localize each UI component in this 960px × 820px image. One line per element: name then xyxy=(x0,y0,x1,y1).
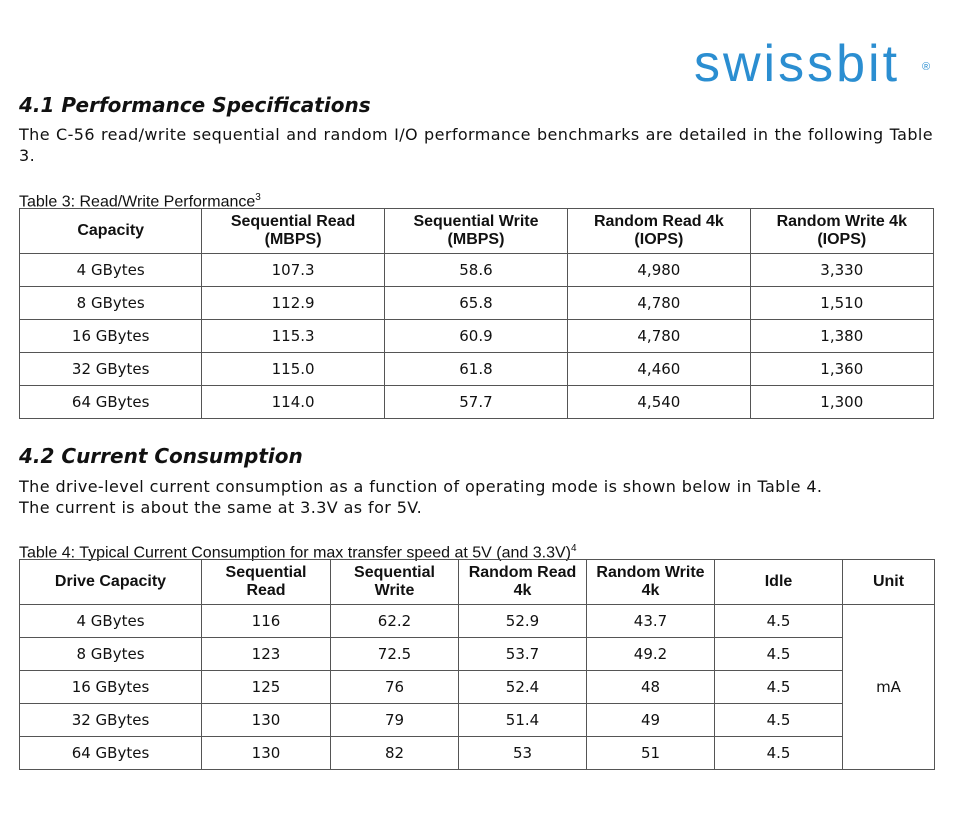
t3-cell: 3,330 xyxy=(750,254,933,287)
table-row xyxy=(20,605,935,638)
table4-footnote: 4 xyxy=(570,543,577,554)
t4-cell: 4.5 xyxy=(715,737,843,770)
t3-cell: 112.9 xyxy=(202,287,384,320)
table-row xyxy=(20,353,934,386)
t3-header-1-line-0: Sequential Read xyxy=(230,213,356,230)
t3-header-2 xyxy=(384,209,567,254)
t4-cell: 82 xyxy=(331,737,459,770)
t4-header-1-line-1: Read xyxy=(246,582,286,599)
t4-cell: 79 xyxy=(331,704,459,737)
t3-cell: 1,510 xyxy=(750,287,933,320)
t4-cell: 4.5 xyxy=(715,605,843,638)
t3-cell: 57.7 xyxy=(384,386,567,419)
t3-header-3-line-1: (IOPS) xyxy=(634,231,684,248)
t4-cell: 130 xyxy=(202,704,331,737)
unit-cell: mA xyxy=(843,605,935,770)
t4-cell: 4 GBytes xyxy=(20,605,202,638)
t3-cell: 107.3 xyxy=(202,254,384,287)
t3-header-1 xyxy=(202,209,384,254)
t4-cell: 72.5 xyxy=(331,638,459,671)
t4-cell: 116 xyxy=(202,605,331,638)
table-row xyxy=(20,737,935,770)
table-row xyxy=(20,320,934,353)
current-table xyxy=(19,559,935,770)
t3-header-2-line-0: Sequential Write xyxy=(413,213,539,230)
t3-header-3 xyxy=(568,209,750,254)
t3-cell: 1,360 xyxy=(750,353,933,386)
t4-cell: 123 xyxy=(202,638,331,671)
t4-header-3-line-1: 4k xyxy=(513,582,532,599)
t4-cell: 8 GBytes xyxy=(20,638,202,671)
t4-cell: 64 GBytes xyxy=(20,737,202,770)
t4-cell: 4.5 xyxy=(715,704,843,737)
t3-header-0-line-0: Capacity xyxy=(77,222,145,239)
t4-cell: 49 xyxy=(587,704,715,737)
t3-cell: 1,380 xyxy=(750,320,933,353)
t4-header-6 xyxy=(843,560,935,605)
section-heading-performance: 4.1 Performance Specifications xyxy=(19,93,371,117)
t4-header-4-line-0: Random Write xyxy=(596,564,705,581)
t3-cell: 1,300 xyxy=(750,386,933,419)
t4-header-3-line-0: Random Read xyxy=(468,564,577,581)
t4-header-2 xyxy=(331,560,459,605)
t3-header-1-line-1: (MBPS) xyxy=(264,231,322,248)
t3-header-4-line-0: Random Write 4k xyxy=(776,213,907,230)
t4-cell: 49.2 xyxy=(587,638,715,671)
table3-caption-text: Table 3: Read/Write Performance xyxy=(19,193,256,211)
t4-header-1 xyxy=(202,560,331,605)
t3-cell: 64 GBytes xyxy=(20,386,202,419)
t4-cell: 125 xyxy=(202,671,331,704)
table-row xyxy=(20,638,935,671)
registered-mark: ® xyxy=(922,61,931,73)
t4-header-5 xyxy=(715,560,843,605)
t3-cell: 115.0 xyxy=(202,353,384,386)
t4-header-0-line-0: Drive Capacity xyxy=(54,573,167,590)
t4-cell: 52.9 xyxy=(459,605,587,638)
t4-header-6-line-0: Unit xyxy=(872,573,905,590)
t4-cell: 4.5 xyxy=(715,671,843,704)
t4-cell: 130 xyxy=(202,737,331,770)
t4-header-5-line-0: Idle xyxy=(764,573,793,590)
logo-text: swissbit xyxy=(694,35,901,93)
t4-cell: 51 xyxy=(587,737,715,770)
table-row xyxy=(20,386,934,419)
t3-cell: 16 GBytes xyxy=(20,320,202,353)
t3-header-3-line-0: Random Read 4k xyxy=(593,213,724,230)
t3-cell: 4,460 xyxy=(568,353,750,386)
t4-cell: 52.4 xyxy=(459,671,587,704)
t3-cell: 58.6 xyxy=(384,254,567,287)
t4-header-0 xyxy=(20,560,202,605)
table4-caption-text: Table 4: Typical Current Consumption for max transfer speed at 5V (and 3.3V) xyxy=(19,544,571,562)
t3-header-4-line-1: (IOPS) xyxy=(817,231,867,248)
t3-cell: 65.8 xyxy=(384,287,567,320)
t4-header-3 xyxy=(459,560,587,605)
t4-cell: 16 GBytes xyxy=(20,671,202,704)
performance-table xyxy=(19,208,934,419)
t3-cell: 8 GBytes xyxy=(20,287,202,320)
t4-cell: 32 GBytes xyxy=(20,704,202,737)
table-row xyxy=(20,704,935,737)
t4-header-2-line-0: Sequential xyxy=(354,564,435,581)
t4-cell: 76 xyxy=(331,671,459,704)
t4-header-4-line-1: 4k xyxy=(641,582,660,599)
t3-cell: 61.8 xyxy=(384,353,567,386)
t3-header-4 xyxy=(750,209,933,254)
t4-cell: 53.7 xyxy=(459,638,587,671)
swissbit-logo xyxy=(694,35,931,93)
t3-cell: 115.3 xyxy=(202,320,384,353)
table-row xyxy=(20,254,934,287)
t3-header-2-line-1: (MBPS) xyxy=(447,231,505,248)
t4-header-1-line-0: Sequential xyxy=(225,564,307,581)
t4-cell: 53 xyxy=(459,737,587,770)
t4-header-4 xyxy=(587,560,715,605)
current-paragraph-line2: The current is about the same at 3.3V as for 5V. xyxy=(19,498,423,517)
t4-cell: 51.4 xyxy=(459,704,587,737)
t3-header-0 xyxy=(20,209,202,254)
t4-cell: 4.5 xyxy=(715,638,843,671)
t3-cell: 32 GBytes xyxy=(20,353,202,386)
t3-cell: 60.9 xyxy=(384,320,567,353)
t3-cell: 4,980 xyxy=(568,254,750,287)
t3-cell: 4,540 xyxy=(568,386,750,419)
t4-cell: 48 xyxy=(587,671,715,704)
t4-cell: 43.7 xyxy=(587,605,715,638)
performance-paragraph: The C-56 read/write sequential and random I/O performance benchmarks are detailed in the following Table 3. xyxy=(19,125,933,165)
t4-cell: 62.2 xyxy=(331,605,459,638)
t3-cell: 4,780 xyxy=(568,287,750,320)
t3-cell: 114.0 xyxy=(202,386,384,419)
current-paragraph-line1: The drive-level current consumption as a function of operating mode is shown below in Table 4. xyxy=(19,477,823,496)
section-heading-current: 4.2 Current Consumption xyxy=(19,444,303,468)
t3-cell: 4,780 xyxy=(568,320,750,353)
t4-header-2-line-1: Write xyxy=(374,582,415,599)
table-row xyxy=(20,671,935,704)
table-row xyxy=(20,287,934,320)
table3-footnote: 3 xyxy=(255,192,261,203)
t3-cell: 4 GBytes xyxy=(20,254,202,287)
